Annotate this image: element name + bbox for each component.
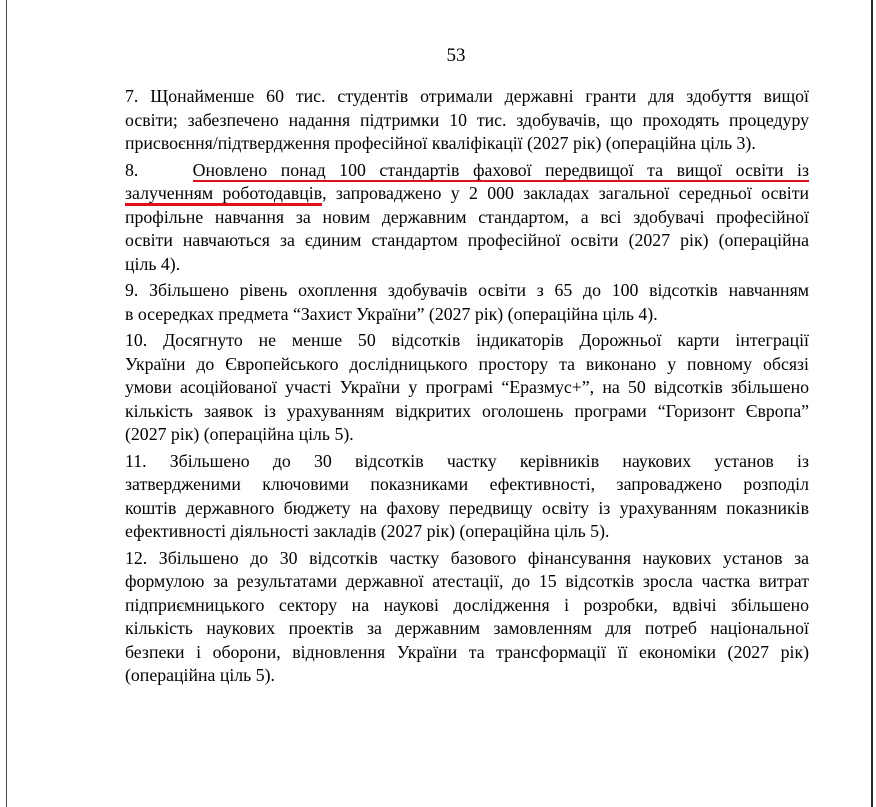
list-item-7	[125, 85, 809, 156]
text-line: освіти навчаються за єдиним стандартом професійної освіти (2027 рік) (операційна	[125, 230, 809, 250]
text-line: 10. Досягнуто не менше 50 відсотків індикаторів Дорожньої карти інтеграції	[125, 330, 809, 350]
text-line: підприємницького сектору на наукові дослідження і розробки, вдвічі збільшено	[125, 594, 809, 615]
text-line: профільне навчання за новим державним стандартом, а всі здобувачі професійної	[125, 206, 809, 227]
text-line: формулою за результатами державної атестації, до 15 відсотків зросла частка витрат	[125, 571, 809, 591]
list-item-12	[125, 547, 809, 688]
text-segment: , запроваджено у 2 000 закладах загальної середньої освіти	[322, 183, 809, 203]
list-item-8	[125, 159, 809, 277]
page-number: 53	[446, 45, 466, 66]
document-body	[125, 85, 809, 691]
list-item-11	[125, 450, 809, 544]
text-line: затвердженими ключовими показниками ефективності, запроваджено розподіл	[125, 474, 809, 494]
text-line: присвоєння/підтвердження професійної кваліфікації (2027 рік) (операційна ціль 3).	[125, 133, 756, 153]
text-line: ціль 4).	[125, 253, 181, 274]
page-left-border	[6, 0, 7, 807]
text-line-highlighted: 8. Оновлено понад 100 стандартів фахової передвищої та вищої освіти із	[125, 159, 809, 183]
text-line: умови асоційованої участі України у програмі “Еразмус+”, на 50 відсотків збільшено	[125, 377, 809, 397]
text-line: кількість наукових проектів за державним замовленням для потреб національної	[125, 618, 809, 638]
text-line: в осередках предмета “Захист України” (2027 рік) (операційна ціль 4).	[125, 303, 658, 324]
list-item-10	[125, 329, 809, 447]
text-line: 11. Збільшено до 30 відсотків частку керівників наукових установ із	[125, 450, 809, 471]
text-line: 7. Щонайменше 60 тис. студентів отримали державні гранти для здобуття вищої	[125, 86, 809, 106]
text-line: (2027 рік) (операційна ціль 5).	[125, 424, 354, 444]
text-line: ефективності діяльності закладів (2027 рік) (операційна ціль 5).	[125, 521, 610, 541]
red-underline-highlight: Оновлено понад 100 стандартів фахової передвищої та вищої освіти із	[193, 160, 809, 183]
red-underline-highlight: залученням роботодавців	[125, 183, 322, 206]
page-right-border	[871, 0, 873, 807]
text-line: (операційна ціль 5).	[125, 665, 275, 685]
text-line: 12. Збільшено до 30 відсотків частку базового фінансування наукових установ за	[125, 547, 809, 568]
list-item-9	[125, 279, 809, 326]
text-line	[125, 182, 809, 206]
text-line: освіти; забезпечено надання підтримки 10 тис. здобувачів, що проходять процедуру	[125, 109, 809, 130]
text-line: кількість заявок із урахуванням відкритих оголошень програми “Горизонт Європа”	[125, 400, 809, 421]
text-line: України до Європейського дослідницького простору та виконано у повному обсязі	[125, 353, 809, 374]
text-line: коштів державного бюджету на фахову передвищу освіту із урахуванням показників	[125, 497, 809, 518]
text-line: безпеки і оборони, відновлення України та трансформації її економіки (2027 рік)	[125, 641, 809, 662]
text-line: 9. Збільшено рівень охоплення здобувачів освіти з 65 до 100 відсотків навчанням	[125, 280, 809, 300]
